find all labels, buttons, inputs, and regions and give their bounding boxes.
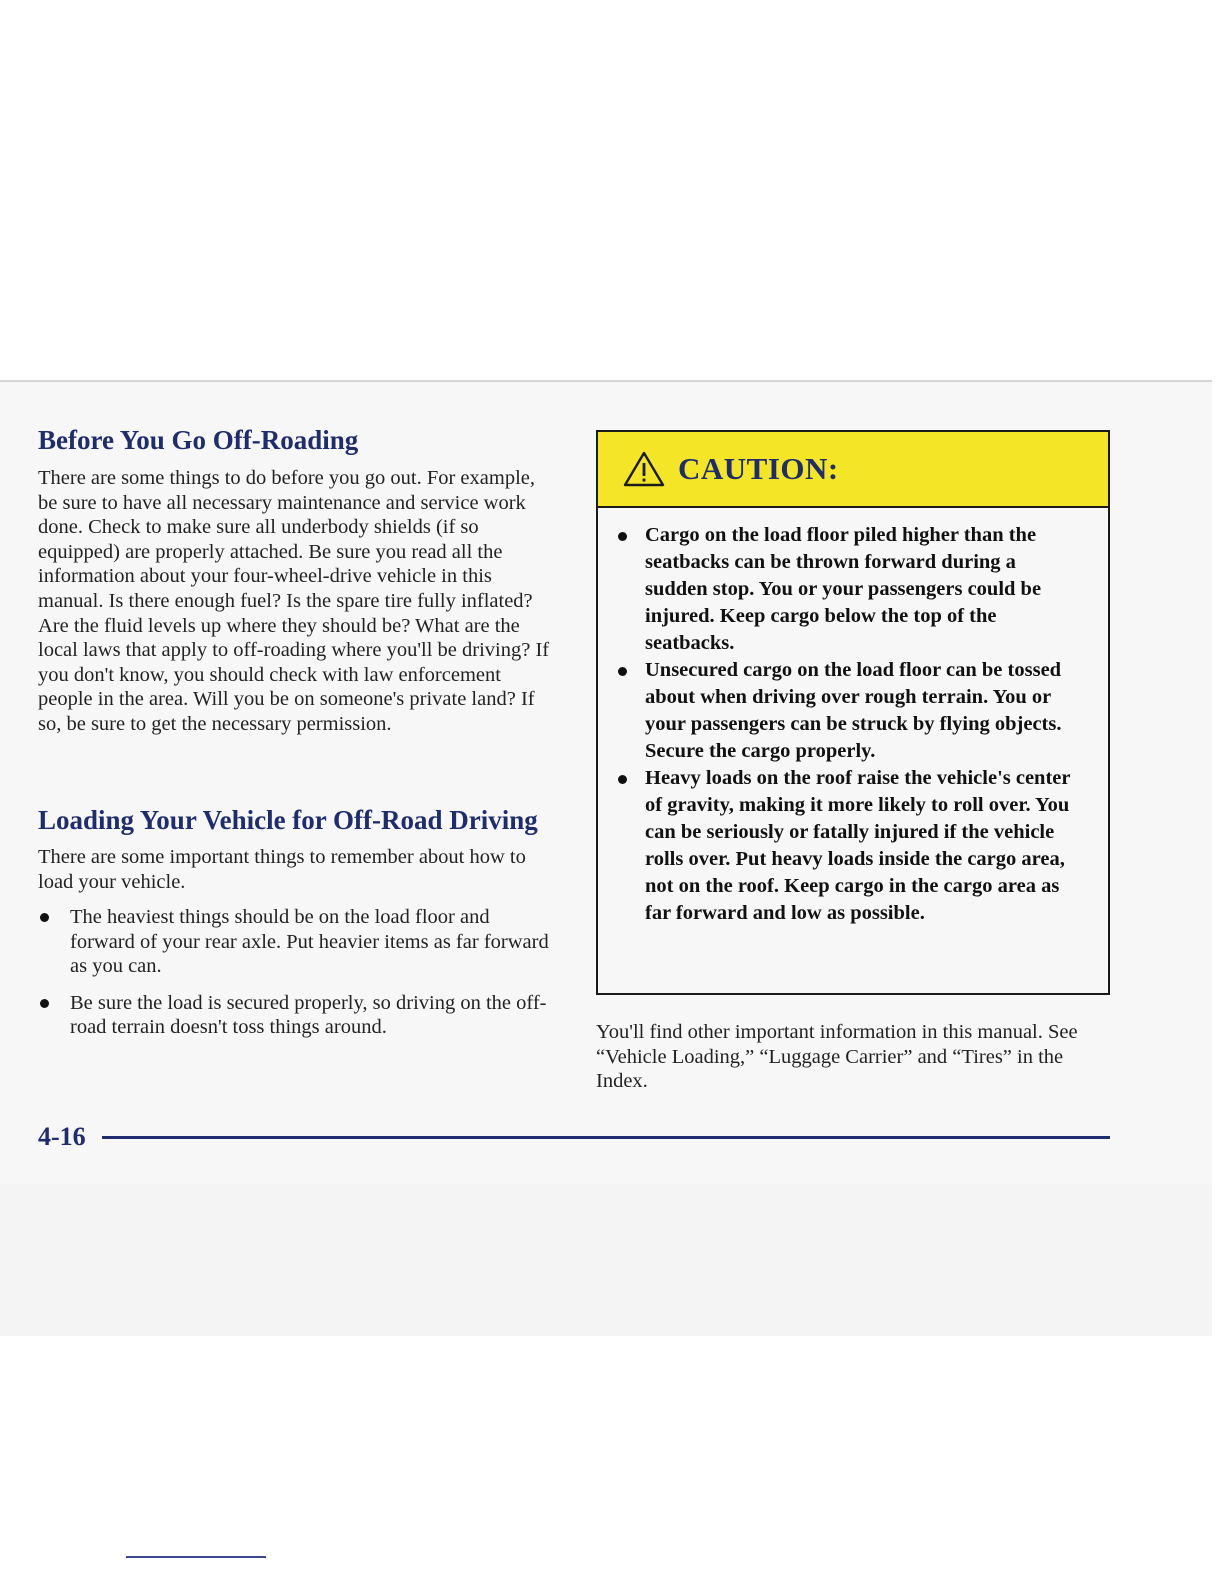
footer-rule: [102, 1136, 1110, 1139]
list-item-text: The heaviest things should be on the load floor and forward of your rear axle. Put heavier items as far forward as you can.: [70, 906, 549, 978]
list-item-text: Cargo on the load floor piled higher than the seatbacks can be thrown forward during a sudden stop. You or your passengers could be injured. Keep cargo below the top of the seatbacks.: [645, 524, 1042, 654]
divider: [126, 1556, 266, 1558]
list-item: [38, 905, 558, 979]
page-number: 4-16: [38, 1122, 86, 1151]
section-heading-loading-vehicle: Loading Your Vehicle for Off-Road Driving: [38, 805, 538, 835]
bullet-dot-icon: [618, 775, 627, 784]
loading-bullet-list: [38, 905, 558, 1052]
loading-intro-paragraph: There are some important things to remember about how to load your vehicle.: [38, 846, 526, 893]
list-item-text: Unsecured cargo on the load floor can be tossed about when driving over rough terrain. You or your passengers can be struck by flying objects. Secure the cargo properly.: [645, 659, 1062, 762]
list-item-text: Heavy loads on the roof raise the vehicle's center of gravity, making it more likely to roll over. You can be seriously or fatally injured if the vehicle rolls over. Put heavy loads inside the cargo area, not on the roof. Keep cargo in the cargo area as far forward and low as possible.: [645, 767, 1071, 924]
caution-title: CAUTION:: [678, 451, 839, 486]
bullet-dot-icon: [40, 999, 49, 1008]
caution-bullet-list: [616, 522, 1076, 927]
list-item: [616, 657, 1076, 765]
caution-box: [596, 430, 1110, 995]
bullet-dot-icon: [618, 532, 627, 541]
before-off-roading-paragraph: There are some things to do before you go out. For example, be sure to have all necessary maintenance and service work done. Check to make sure all underbody shields (if so equipped) are properly attached. Be sure you read all the information about your four-wheel-drive vehicle in this manual. Is there enough fuel? Is the spare tire fully inflated? Are the fluid levels up where they should be? What are the local laws that apply to off-roading where you'll be driving? If you don't know, you should check with law enforcement people in the area. Will you be on someone's private land? If so, be sure to get the necessary permission.: [38, 467, 550, 735]
page-shadow: [0, 1184, 1212, 1336]
warning-triangle-icon: [622, 450, 666, 488]
bullet-dot-icon: [618, 667, 627, 676]
bullet-dot-icon: [40, 913, 49, 922]
list-item: [616, 765, 1076, 927]
list-item: [38, 991, 558, 1040]
section-heading-before-off-roading: Before You Go Off-Roading: [38, 425, 359, 455]
closing-paragraph: You'll find other important information in this manual. See “Vehicle Loading,” “Luggage Carrier” and “Tires” in the Index.: [596, 1021, 1078, 1093]
list-item-text: Be sure the load is secured properly, so driving on the off-road terrain doesn't toss things around.: [70, 991, 547, 1039]
caution-header: [598, 432, 1108, 508]
list-item: [616, 522, 1076, 657]
